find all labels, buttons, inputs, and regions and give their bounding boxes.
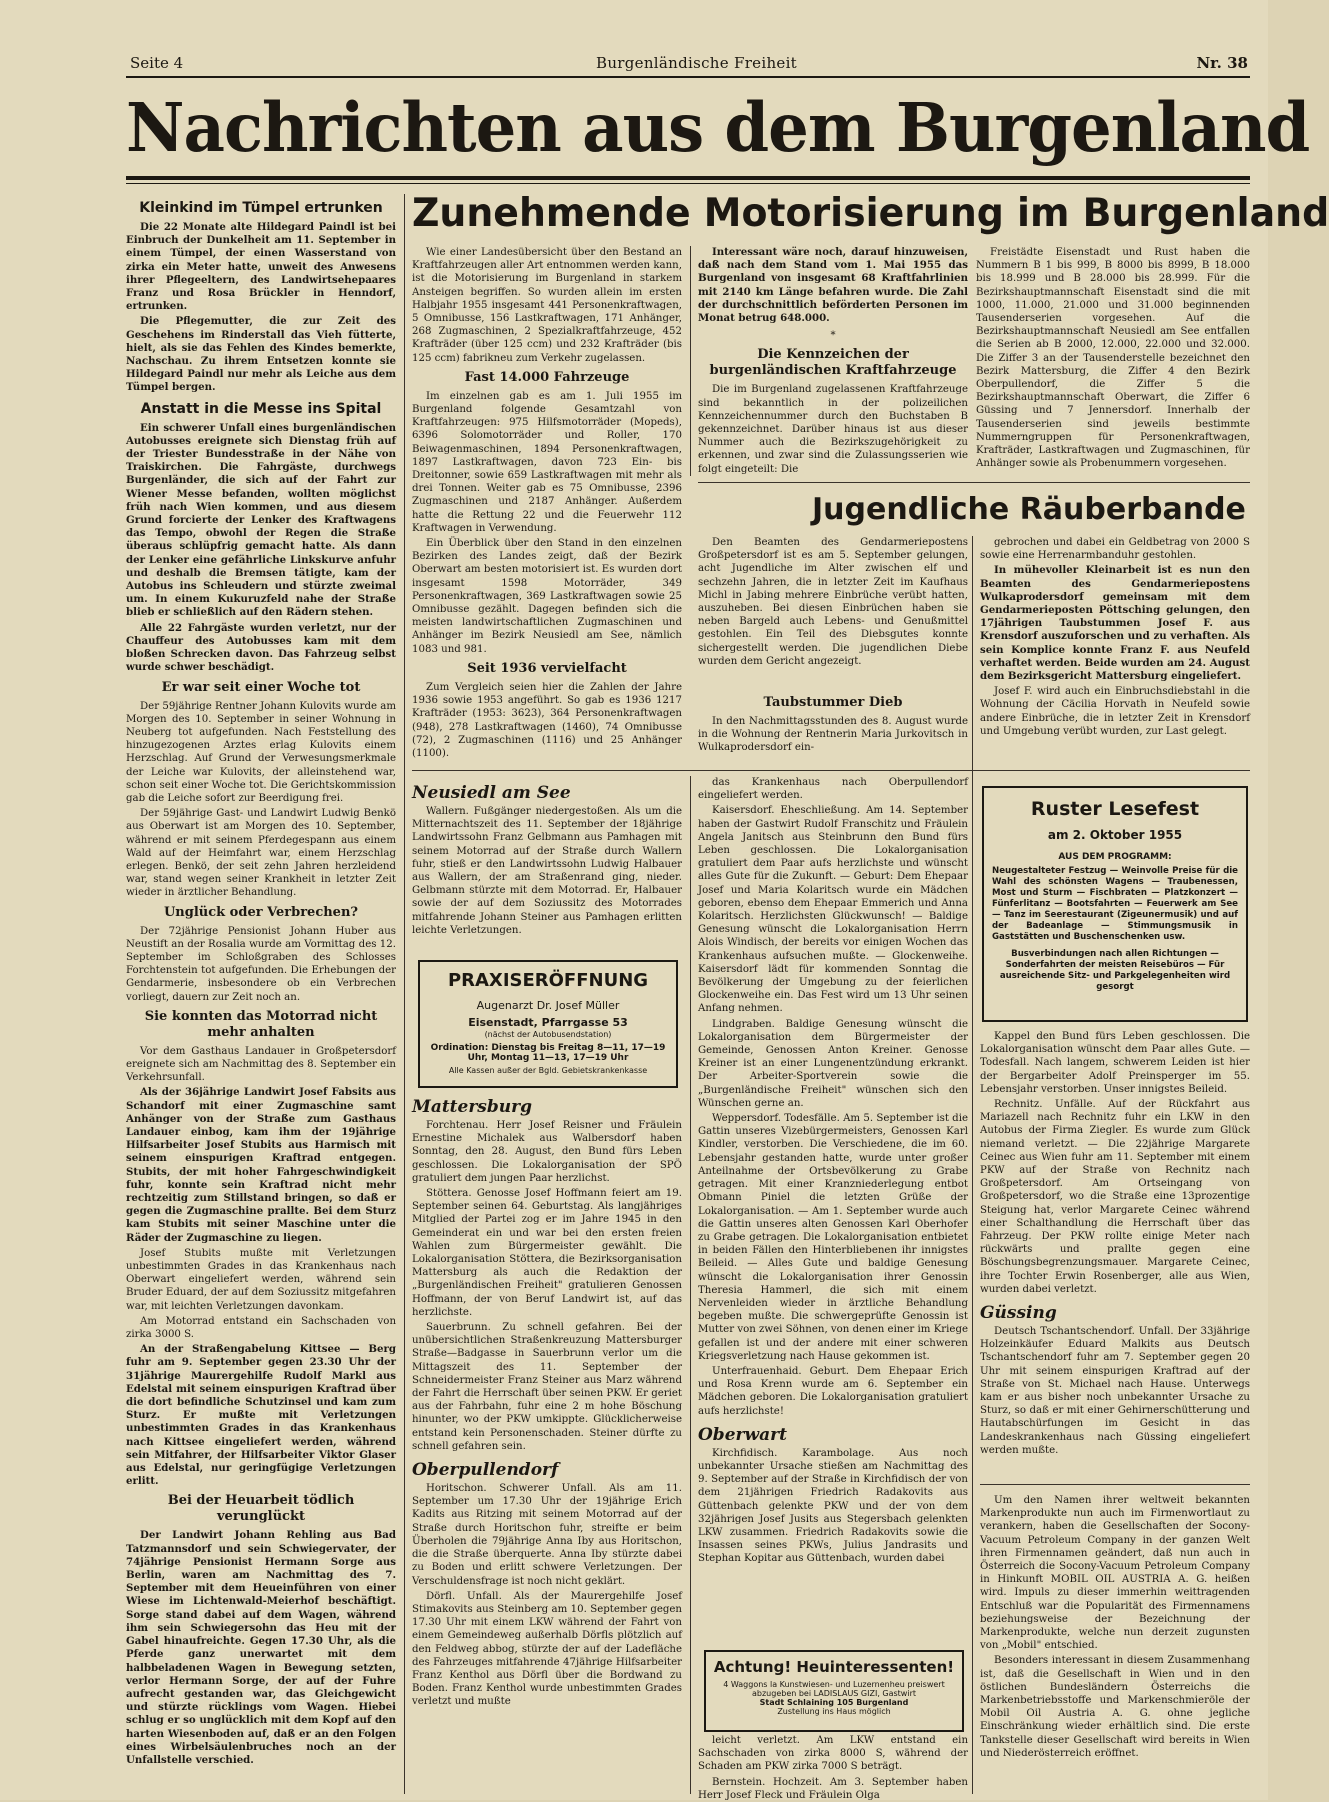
header-rule <box>126 76 1250 78</box>
article-text: Stöttera. Genosse Josef Hoffmann feiert am 19. September seinen 64. Geburtstag. Als langjähriges Mitglied der Partei zog er im Jahre 1945 in den Gemeinderat ein und war bei den ersten freien Wahlen zum Bürgermeister gewählt. Die Lokalorganisation Stöttera, die Bezirksorganisation Mattersburg als auch die Redaktion der „Burgenländischen Freiheit" gratulieren Genossen Hoffmann, der von Beruf Landwirt ist, auf das herzlichste. <box>412 1188 682 1318</box>
column-4 <box>980 1030 1250 1478</box>
article-title: Bei der Heuarbeit tödlich verunglückt <box>167 1493 355 1525</box>
article-text: Kaisersdorf. Eheschließung. Am 14. September haben der Gastwirt Rudolf Franschitz und Fräulein Angela Janitsch aus Steinbrunn den Bund fürs Leben geschlossen. Die Lokalorganisation gratuliert dem Paar aufs herzlichste und wünscht alles Gute für die Zukunft. — Geburt: Dem Ehepaar Josef und Maria Kolaritsch wurde ein Mädchen geboren, ebenso dem Ehepaar Emmerich und Anna Kolaritsch. Herzlichsten Glückwunsch! — Baldige Genesung wünscht die Lokalorganisation Herrn Alois Windisch, der bereits vor einigen Wochen das Krankenhaus aufsuchen mußte. — Glockenweihe. Kaisersdorf lädt für kommenden Sonntag die Bevölkerung der Umgebung zu der feierlichen Glockenweihe ein. Das Fest wird um 13 Uhr seinen Anfang nehmen. <box>698 805 968 1015</box>
article-text: Bernstein. Hochzeit. Am 3. September haben Herr Josef Fleck und Fräulein Olga <box>698 1776 968 1801</box>
article-text: Wie einer Landesübersicht über den Bestand an Kraftfahrzeugen aller Art entnommen werden kann, ist die Motorisierung im Burgenland in starkem Ansteigen begriffen. So wurden allein im ersten Halbjahr 1955 insgesamt 441 Personenkraftwagen, 5 Omnibusse, 156 Lastkraftwagen, 171 Anhänger, 268 Zugmaschinen, 2 Spezialkraftfahrzeuge, 452 Krafträder (über 125 ccm) und 232 Krafträder (bis 125 ccm) fabrikneu zum Verkehr zugelassen. <box>412 247 682 364</box>
region-heading: Oberwart <box>698 1424 787 1445</box>
article-text: Am Motorrad entstand ein Sachschaden von zirka 3000 S. <box>126 1315 396 1341</box>
ad-line: Stadt Schlaining 105 Burgenland <box>759 1698 909 1707</box>
article-text: Wallern. Fußgänger niedergestoßen. Als um die Mitternachtszeit des 11. September der 18jährige Landwirtssohn Franz Gelbmann aus Pamhagen mit seinem Motorrad auf der Straße durch Wallern fuhr, stieß er den Landwirtssohn Ludwig Halbauer aus Wallern, der am Straßenrand ging, nieder. Gelbmann stürzte mit dem Motorrad. Er, Halbauer sowie der auf dem Soziussitz des Motorrades mitfahrende Johann Steiner aus Pamhagen erlitten leichte Verletzungen. <box>412 806 682 936</box>
section-rule <box>412 770 1250 771</box>
article-title: Sie konnten das Motorrad nicht mehr anhalten <box>144 1008 378 1040</box>
column-divider <box>972 536 973 782</box>
article-text: Den Beamten des Gendarmeriepostens Großpetersdorf ist es am 5. September gelungen, acht Jugendliche im Alter zwischen elf und sechzehn Jahren, die in letzter Zeit im Kaufhaus Michl in Jabing mehrere Einbrüche verübt hatten, auszuheben. Bei diesen Einbrüchen haben sie neben Bargeld auch Lebens- und Genußmittel gestohlen. Ein Teil des Diebsgutes konnte sichergestellt werden. Die jugendlichen Diebe wurden dem Gericht angezeigt. <box>698 537 968 667</box>
article-text: Kirchfidisch. Karambolage. Aus noch unbekannter Ursache stießen am Nachmittag des 9. September auf der Straße in Kirchfidisch der von dem 21jährigen Friedrich Radakovits aus Güttenbach gelenkte PKW und der von dem 32jährigen Josef Jusits aus Stegersbach gelenkten LKW zusammen. Friedrich Radakovits sowie die Insassen seines PKWs, Julius Jandrasits und Stephan Kopitar aus Güttenbach, wurden dabei <box>698 1447 968 1565</box>
article-text: Interessant wäre noch, darauf hinzuweisen, daß nach dem Stand vom 1. Mai 1955 das Burgenland von insgesamt 68 Kraftfahrlinien mit 2140 km Länge befahren wurde. Die Zahl der durchschnittlich beförderten Personen im Monat betrug 648.000. <box>698 246 968 325</box>
ad-praxiseroeffnung <box>418 960 678 1088</box>
subheading: Die Kennzeichen der burgenländischen Kraftfahrzeuge <box>709 347 957 379</box>
article-text: In den Nachmittagsstunden des 8. August wurde in die Wohnung der Rentnerin Maria Jurkovitsch in Wulkaprodersdorf ein- <box>698 716 968 754</box>
article-text: das Krankenhaus nach Oberpullendorf eingeliefert werden. <box>698 777 968 802</box>
section-rule <box>698 482 1250 483</box>
article-text: Horitschon. Schwerer Unfall. Als am 11. September um 17.30 Uhr der 19jährige Erich Kadits aus Ritzing mit seinem Motorrad auf der Straße durch Horitschon fuhr, streifte er beim Überholen die 79jährige Anna Iby aus Horitschon, die die Straße überquerte. Anna Iby stürzte dabei zu Boden und erlitt schwere Verletzungen. Der Verschuldensfrage ist noch nicht geklärt. <box>412 1483 682 1587</box>
page-header <box>126 48 1250 78</box>
article-title: Kleinkind im Tümpel ertrunken <box>139 200 383 216</box>
article-text: gebrochen und dabei ein Geldbetrag von 2000 S sowie eine Herrenarmbanduhr gestohlen. <box>980 537 1250 562</box>
article-text: Josef Stubits mußte mit Verletzungen unbestimmten Grades in das Krankenhaus nach Oberwart eingeliefert werden, während sein Bruder Eduard, der auf dem Soziussitz mitgefahren war, mit leichten Verletzungen davonkam. <box>126 1247 396 1312</box>
region-heading: Oberpullendorf <box>412 1460 559 1481</box>
column-1 <box>126 194 396 1794</box>
article-text: Die Pflegemutter, die zur Zeit des Geschehens im Rinderstall das Vieh fütterte, hielt, als sie das Fehlen des Kindes bemerkte, Nachschau. Zu ihrem Entsetzen konnte sie Hildegard Paindl nur mehr als Leiche aus dem Tümpel bergen. <box>126 315 396 394</box>
article-text: In mühevoller Kleinarbeit ist es nun den Beamten des Gendarmeriepostens Wulkaprodersdorf gemeinsam mit dem Gendarmerieposten Pöttsching gelungen, den 17jährigen Taubstummen Josef F. aus Krensdorf auszuforschen und zu verhaften. Als sein Komplice konnte Franz F. aus Neufeld verhaftet werden. Beide wurden am 24. August dem Bezirksgericht Mattersburg eingeliefert. <box>980 564 1250 683</box>
ad-line: Neugestalteter Festzug — Weinvolle Preise für die Wahl des schönsten Wagens — Traubenessen, Most und Sturm — Fischbraten — Platzkonzert — Fünferlitanz — Bootsfahrten — Feuerwerk am See — Tanz im Seerestaurant (Zigeunermusik) und auf der Badeanlage — Stimmungsmusik in Gaststätten und Buschenschenken usw. <box>992 866 1238 942</box>
taubstummer-col <box>698 690 968 786</box>
column-4-bottom <box>980 1494 1250 1794</box>
column-divider <box>690 246 691 476</box>
article-text: Ein Überblick über den Stand in den einzelnen Bezirken des Landes zeigt, daß der Bezirk Oberwart am besten motorisiert ist. Es wurden dort insgesamt 1598 Motorräder, 349 Personenkraftwagen, 369 Lastkraftwagen sowie 25 Omnibusse gezählt. Dagegen befinden sich die meisten landwirtschaftlichen Zugmaschinen und Anhänger im Bezirk Neusiedl am See, nämlich 1083 und 981. <box>412 538 682 655</box>
article-title: Er war seit einer Woche tot <box>161 679 361 695</box>
motorisierung-col-a <box>412 246 682 759</box>
ad-line: Alle Kassen außer der Bgld. Gebietskrankenkasse <box>448 1066 648 1075</box>
region-heading: Neusiedl am See <box>412 783 571 803</box>
column-divider <box>972 776 973 1794</box>
article-text: Ein schwerer Unfall eines burgenländischen Autobusses ereignete sich Dienstag früh auf der Triester Bundesstraße in der Nähe von Traiskirchen. Die Fahrgäste, durchwegs Burgenländer, die sich auf der Fahrt zur Wiener Messe befanden, wollten möglichst früh nach Wien kommen, und aus diesem Grund forcierte der Lenker des Kraftwagens das Tempo, obwohl der Regen die Straße überaus schlüpfrig gemacht hatte. Als dann der Lenker eine gefährliche Linkskurve anfuhr und deshalb die Bremsen tätigte, kam der Autobus ins Schleudern und stürzte zweimal um. In einem Kukuruzfeld nahe der Straße blieb er schließlich auf den Rädern stehen. <box>126 421 396 619</box>
raeuberbande-col-b <box>980 536 1250 782</box>
article-text: Deutsch Tschantschendorf. Unfall. Der 33jährige Holzeinkäufer Eduard Malkits aus Deutsch Tschantschendorf fuhr am 7. September gegen 20 Uhr mit seinem einspurigen Kraftrad auf der Straße von St. Michael nach Hause. Unterwegs kam er aus bisher noch unbekannter Ursache zu Sturz, so daß er mit einer Gehirnerschütterung und Hautabschürfungen im Gesicht in das Landeskrankenhaus nach Güssing eingeliefert werden mußte. <box>980 1326 1250 1456</box>
article-text: Der 59jährige Rentner Johann Kulovits wurde am Morgen des 10. September in seiner Wohnung in Neuberg tot aufgefunden. Nach Feststellung des hinzugezogenen Arztes erlag Kulovits einem Herzschlag. Auf Grund der Verwesungsmerkmale der Leiche war Kulovits, der alleinstehend war, schon seit einer Woche tot. Die Gerichtskommission gab die Leiche sofort zur Beerdigung frei. <box>126 700 396 804</box>
article-text: Josef F. wird auch ein Einbruchsdiebstahl in die Wohnung der Cäcilia Horvath in Neufeld sowie andere Einbrüche, die in letzter Zeit in Krensdorf und Umgebung verübt wurden, zur Last gelegt. <box>980 686 1250 737</box>
region-heading: Mattersburg <box>412 1097 532 1117</box>
article-text: Als der 36jährige Landwirt Josef Fabsits aus Schandorf mit einer Zugmaschine samt Anhänger von der Straße zum Gasthaus Landauer einbog, kam ihm der 19jährige Hilfsarbeiter Josef Stubits aus Harmisch mit seinem einspurigen Kraftrad entgegen. Stubits, der mit hoher Fahrgeschwindigkeit fuhr, konnte sein Kraftrad nicht mehr rechtzeitig zum Stillstand bringen, so daß er gegen die Zugmaschine prallte. Bei dem Sturz kam Stubits mit seiner Maschine unter die Räder der Zugmaschine zu liegen. <box>126 1086 396 1244</box>
article-text: Alle 22 Fahrgäste wurden verletzt, nur der Chauffeur des Autobusses kam mit dem bloßen Schrecken davon. Das Fahrzeug selbst wurde schwer beschädigt. <box>126 621 396 674</box>
ad-title: PRAXISERÖFFNUNG <box>447 970 649 991</box>
article-text: Dörfl. Unfall. Als der Maurergehilfe Josef Stimakovits aus Steinberg am 10. September gegen 17.30 Uhr mit einem LKW während der Fahrt von einem Gemeindeweg außerhalb Dörfls plötzlich auf den Feldweg abbog, stürzte der auf der Ladefläche des Fahrzeuges mitfahrende 47jährige Hilfsarbeiter Franz Kenthol aus Dörfl über die Bordwand zu Boden. Franz Kenthol wurde unbestimmten Grades verletzt und mußte <box>412 1590 682 1708</box>
column-2-bottom <box>412 1090 682 1794</box>
article-text: Rechnitz. Unfälle. Auf der Rückfahrt aus Mariazell nach Rechnitz fuhr ein LKW in den Autobus der Firma Ziegler. Es wurde zum Glück niemand verletzt. — Die 22jährige Margarete Ceinec aus Wien fuhr am 11. September mit einem PKW auf der Straße von Rechnitz nach Großpetersdorf. Am Ortseingang von Großpetersdorf, wo die Straße eine 13prozentige Steigung hat, verlor Margarete Ceinec während einer Schalthandlung die Herrschaft über das Fahrzeug. Der PKW rollte einige Meter nach rückwärts und prallte gegen eine Böschungsbegrenzungsmauer. Margarete Ceinec, ihre Tochter Erwin Rosenberger, alle aus Wien, wurden dabei verletzt. <box>980 1099 1250 1295</box>
ad-line: Busverbindungen nach allen Richtungen — Sonderfahrten der meisten Reisebüros — Für ausreichende Sitz- und Parkgelegenheiten wird gesorgt <box>999 949 1231 992</box>
ad-title: Achtung! Heuinteressenten! <box>713 1658 955 1676</box>
article-text: leicht verletzt. Am LKW entstand ein Sachschaden von zirka 8000 S, während der Schaden am PKW zirka 7000 S beträgt. <box>698 1735 968 1773</box>
article-text: Weppersdorf. Todesfälle. Am 5. September ist die Gattin unseres Vizebürgermeisters, Genossen Karl Kindler, verstorben. Die Verschiedene, die im 60. Lebensjahr gestanden hatte, wurde unter großer Anteilnahme der Ortsbevölkerung zu Grabe getragen. Mit einer Kranzniederlegung entbot Obmann Piniel die letzten Grüße der Lokalorganisation. — Am 1. September wurde auch die Gattin unseres alten Genossen Karl Oberhofer zu Grabe getragen. Die Lokalorganisation entbietet in beiden Fällen den Hinterbliebenen ihr innigstes Beileid. — Alles Gute und baldige Genesung wünscht die Lokalorganisation ihrer Genossin Theresia Hammerl, die sich mit einem Nervenleiden wieder in ärztliche Behandlung begeben mußte. Die schwergeprüfte Genossin ist Mutter von zwei Söhnen, von denen einer im Kriege gefallen ist und der andere mit einer schweren Kriegsverletzung nach Hause gekommen ist. <box>698 1113 969 1362</box>
motorisierung-col-b <box>698 246 968 486</box>
article-text: Um den Namen ihrer weltweit bekannten Markenprodukte nun auch im Firmenwortlaut zu verankern, haben die Gesellschaften der Socony-Vacuum Petroleum Company in der ganzen Welt ihren Firmennamen geändert, daß nun auch in Österreich die Socony-Vacuum Petroleum Company in Hinkunft MOBIL OIL AUSTRIA A. G. heißen wird. Impuls zu dieser immerhin weittragenden Entschluß war die Popularität des Firmennamens beziehungsweise der Bezeichnung der Markenprodukte, welche nun derzeit zugunsten von „Mobil" entschied. <box>980 1495 1250 1652</box>
ad-ruster-lesefest <box>982 786 1248 1022</box>
ad-line: AUS DEM PROGRAMM: <box>1058 852 1172 862</box>
ad-date: am 2. Oktober 1955 <box>1047 828 1183 842</box>
region-heading: Güssing <box>980 1303 1057 1324</box>
ad-title: Ruster Lesefest <box>1030 798 1200 820</box>
column-divider <box>404 194 405 1794</box>
banner-rule-thin <box>126 183 1250 184</box>
article-text: Im einzelnen gab es am 1. Juli 1955 im Burgenland folgende Gesamtzahl von Kraftfahrzeugen: 975 Hilfsmotorräder (Mopeds), 6396 Solomotorräder und Roller, 170 Beiwagenmaschinen, 1894 Personenkraftwagen, 1897 Lastkraftwagen, davon 723 Ein- bis Dreitonner, sowie 659 Lastkraftwagen mit mehr als drei Tonnen. Weiter gab es 75 Omnibusse, 2396 Zugmaschinen und 2187 Anhänger. Außerdem hatte die Rettung 22 und die Feuerwehr 112 Kraftwagen in Verwendung. <box>412 390 682 534</box>
ad-line: (nächst der Autobusendstation) <box>484 1030 612 1039</box>
ad-heuinteressenten <box>704 1650 964 1732</box>
article-text: Freistädte Eisenstadt und Rust haben die Nummern B 1 bis 999, B 8000 bis 8999, B 18.000 bis 18.999 und B 28.000 bis 28.999. Für die Bezirkshauptmannschaft Eisenstadt sind die mit 1000, 11.000, 21.000 und 31.000 beginnenden Tausenderserien vorgesehen. Auf die Bezirkshauptmannschaft Neusiedl am See entfallen die Serien ab B 2000, 12.000, 22.000 und 32.000. Die Ziffer 3 an der Tausenderstelle bezeichnet den Bezirk Mattersburg, die Ziffer 4 den Bezirk Oberpullendorf, die Ziffer 5 die Bezirkshauptmannschaft Oberwart, die Ziffer 6 Güssing und 7 Jennersdorf. Innerhalb der Tausenderserien sind jeweils bestimmte Nummerngruppen für Personenkraftwagen, Krafträder, Lastkraftwagen und Zugmaschinen, für Anhänger sowie als Probenummern vorgesehen. <box>976 247 1250 470</box>
ad-line: Ordination: Dienstag bis Freitag 8—11, 17—19 Uhr, Montag 11—13, 17—19 Uhr <box>430 1043 666 1063</box>
article-text: Der 72jährige Pensionist Johann Huber aus Neustift an der Rosalia wurde am Vormittag des 12. September im Schloßgraben des Schlosses Forchtenstein tot aufgefunden. Die Erhebungen der Gendarmerie, insbesondere ob ein Verbrechen vorliegt, dauern zur Zeit noch an. <box>126 925 396 1003</box>
motorisierung-col-c <box>976 246 1250 486</box>
section-banner: Nachrichten aus dem Burgenland <box>126 89 1310 168</box>
page-number: Seite 4 <box>130 54 184 72</box>
article-title: Unglück oder Verbrechen? <box>163 904 359 920</box>
article-text: Besonders interessant in diesem Zusammenhang ist, daß die Gesellschaft in Wien und in den östlichen Bundesländern Österreichs die Markenbetriebsstoffe und Markenschmieröle der Mobil Oil Austria A. G. ohne jegliche Einschränkung wieder erhältlich sind. Die erste Tankstelle dieser Gesellschaft wird bereits in Wien und Niederösterreich eröffnet. <box>980 1655 1250 1759</box>
article-text: Kappel den Bund fürs Leben geschlossen. Die Lokalorganisation wünscht dem Paar alles Gute. — Todesfall. Nach langem, schwerem Leiden ist hier der Bergarbeiter Adolf Preinsperger im 55. Lebensjahr verstorben. Unser innigstes Beileid. <box>980 1031 1250 1095</box>
article-text: Zum Vergleich seien hier die Zahlen der Jahre 1936 sowie 1953 angeführt. So gab es 1936 1217 Krafträder (1953: 3623), 364 Personenkraftwagen (948), 278 Lastkraftwagen (1460), 74 Omnibusse (72), 2 Zugmaschinen (1116) und 25 Anhänger (1100). <box>412 681 682 759</box>
ad-line: 4 Waggons la Kunstwiesen- und Luzernenheu preiswert abzugeben bei LADISLAUS GIZI, Gastwirt <box>723 1680 945 1698</box>
article-text: Der Landwirt Johann Rehling aus Bad Tatzmannsdorf und sein Schwiegervater, der 74jährige Pensionist Hermann Sorge aus Berlin, waren am Nachmittag des 7. September mit dem Heueinführen von einer Wiese im Lichtenwald-Meierhof beschäftigt. Sorge stand dabei auf dem Wagen, während ihm sein Schwiegersohn das Heu mit der Gabel hinaufreichte. Gegen 17.30 Uhr, als die Pferde ganz unerwartet mit dem halbbeladenen Wagen in Bewegung setzten, verlor Hermann Sorge, der auf der Fuhre aufrecht gestanden war, das Gleichgewicht und stürzte rücklings vom Wagen. Hiebei schlug er so unglücklich mit dem Kopf auf den harten Wiesenboden auf, daß er an den Folgen eines Wirbelsäulenbruches noch an der Unfallstelle verschied. <box>126 1529 396 1766</box>
article-title: Anstatt in die Messe ins Spital <box>140 400 382 417</box>
ad-line: Augenarzt Dr. Josef Müller <box>476 999 620 1012</box>
paper-title: Burgenländische Freiheit <box>596 54 798 72</box>
article-text: Lindgraben. Baldige Genesung wünscht die Lokalorganisation dem Bürgermeister der Gemeinde, Genossen Anton Kreiner. Genosse Kreiner ist an einer Lungenentzündung erkrankt. Der Arbeiter-Sportverein sowie die „Burgenländische Freiheit" wünschen sich den Wünschen gerne an. <box>698 1018 968 1109</box>
article-text: Die im Burgenland zugelassenen Kraftfahrzeuge sind bekanntlich in der polizeilichen Kennzeichennummer durch den Buchstaben B gekennzeichnet. Darüber hinaus ist aus dieser Nummer auch die Bezirkszugehörigkeit zu erkennen, und zwar sind die Zulassungsserien wie folgt eingeteilt: Die <box>698 384 968 475</box>
column-3-bottom <box>698 1734 968 1801</box>
article-text: Der 59jährige Gast- und Landwirt Ludwig Benkö aus Oberwart ist am Morgen des 10. September, während er mit seinem Pferdegespann aus einem Wald auf der Heimfahrt war, einem Herzschlag erlegen. Benkö, der seit zehn Jahren herzleidend war, stand wegen seiner Krankheit in letzter Zeit wieder in ärztlicher Behandlung. <box>126 808 396 899</box>
article-text: Forchtenau. Herr Josef Reisner und Fräulein Ernestine Michalek aus Walbersdorf haben Sonntag, den 28. August, den Bund fürs Leben geschlossen. Die Lokalorganisation der SPÖ gratuliert dem jungen Paar herzlichst. <box>412 1120 682 1184</box>
subheading: Fast 14.000 Fahrzeuge <box>464 369 630 385</box>
column-3 <box>698 776 968 1646</box>
banner-rule-thick <box>126 176 1250 180</box>
article-text: Unterfrauenhaid. Geburt. Dem Ehepaar Erich und Rosa Krenn wurde am 6. September ein Mädchen geboren. Die Lokalorganisation gratuliert aufs herzlichste! <box>698 1365 968 1417</box>
ad-line: Zustellung ins Haus möglich <box>777 1707 891 1716</box>
ad-line: Eisenstadt, Pfarrgasse 53 <box>468 1016 628 1029</box>
subheading: Taubstummer Dieb <box>763 695 903 710</box>
raeuberbande-headline: Jugendliche Räuberbande <box>812 492 1246 527</box>
column-divider <box>690 776 691 1794</box>
article-text: Sauerbrunn. Zu schnell gefahren. Bei der unübersichtlichen Straßenkreuzung Mattersburger Straße—Badgasse in Sauerbrunn verlor um die Mittagszeit des 11. September der Schneidermeister Franz Steiner aus Marz während der Fahrt die Herrschaft über seinen PKW. Er geriet aus der Fahrbahn, fuhr eine 2 m hohe Böschung hinunter, wo der PKW umkippte. Glücklicherweise entstand kein Personenschaden. Steiner dürfte zu schnell gefahren sein. <box>412 1322 682 1452</box>
subheading: Seit 1936 vervielfacht <box>467 660 627 676</box>
article-text: Die 22 Monate alte Hildegard Paindl ist bei Einbruch der Dunkelheit am 11. September in einem Tümpel, der einen Wasserstand von zirka ein Meter hatte, unweit des Anwesens ihrer Pflegeeltern, des Landwirtsehepaares Franz und Rosa Brückler in Henndorf, ertrunken. <box>126 221 396 313</box>
section-rule <box>980 1484 1250 1485</box>
article-text: An der Straßengabelung Kittsee — Berg fuhr am 9. September gegen 23.30 Uhr der 31jährige Maurergehilfe Rudolf Markl aus Edelstal mit seinem einspurigen Kraftrad über die dort befindliche Schutzinsel und kam zum Sturz. Er mußte mit Verletzungen unbestimmten Grades in das Krankenhaus nach Kittsee eingeliefert werden, während sein Mitfahrer, der Hilfsarbeiter Viktor Glaser aus Edelstal, nur geringfügige Verletzungen erlitt. <box>126 1343 396 1488</box>
separator-star: * <box>830 330 836 342</box>
motorisierung-headline: Zunehmende Motorisierung im Burgenland <box>412 191 1329 236</box>
issue-number: Nr. 38 <box>1196 54 1248 72</box>
raeuberbande-col-a <box>698 536 968 678</box>
column-2-top <box>412 776 682 956</box>
article-text: Vor dem Gasthaus Landauer in Großpetersdorf ereignete sich am Nachmittag des 8. September ein Verkehrsunfall. <box>126 1045 396 1084</box>
